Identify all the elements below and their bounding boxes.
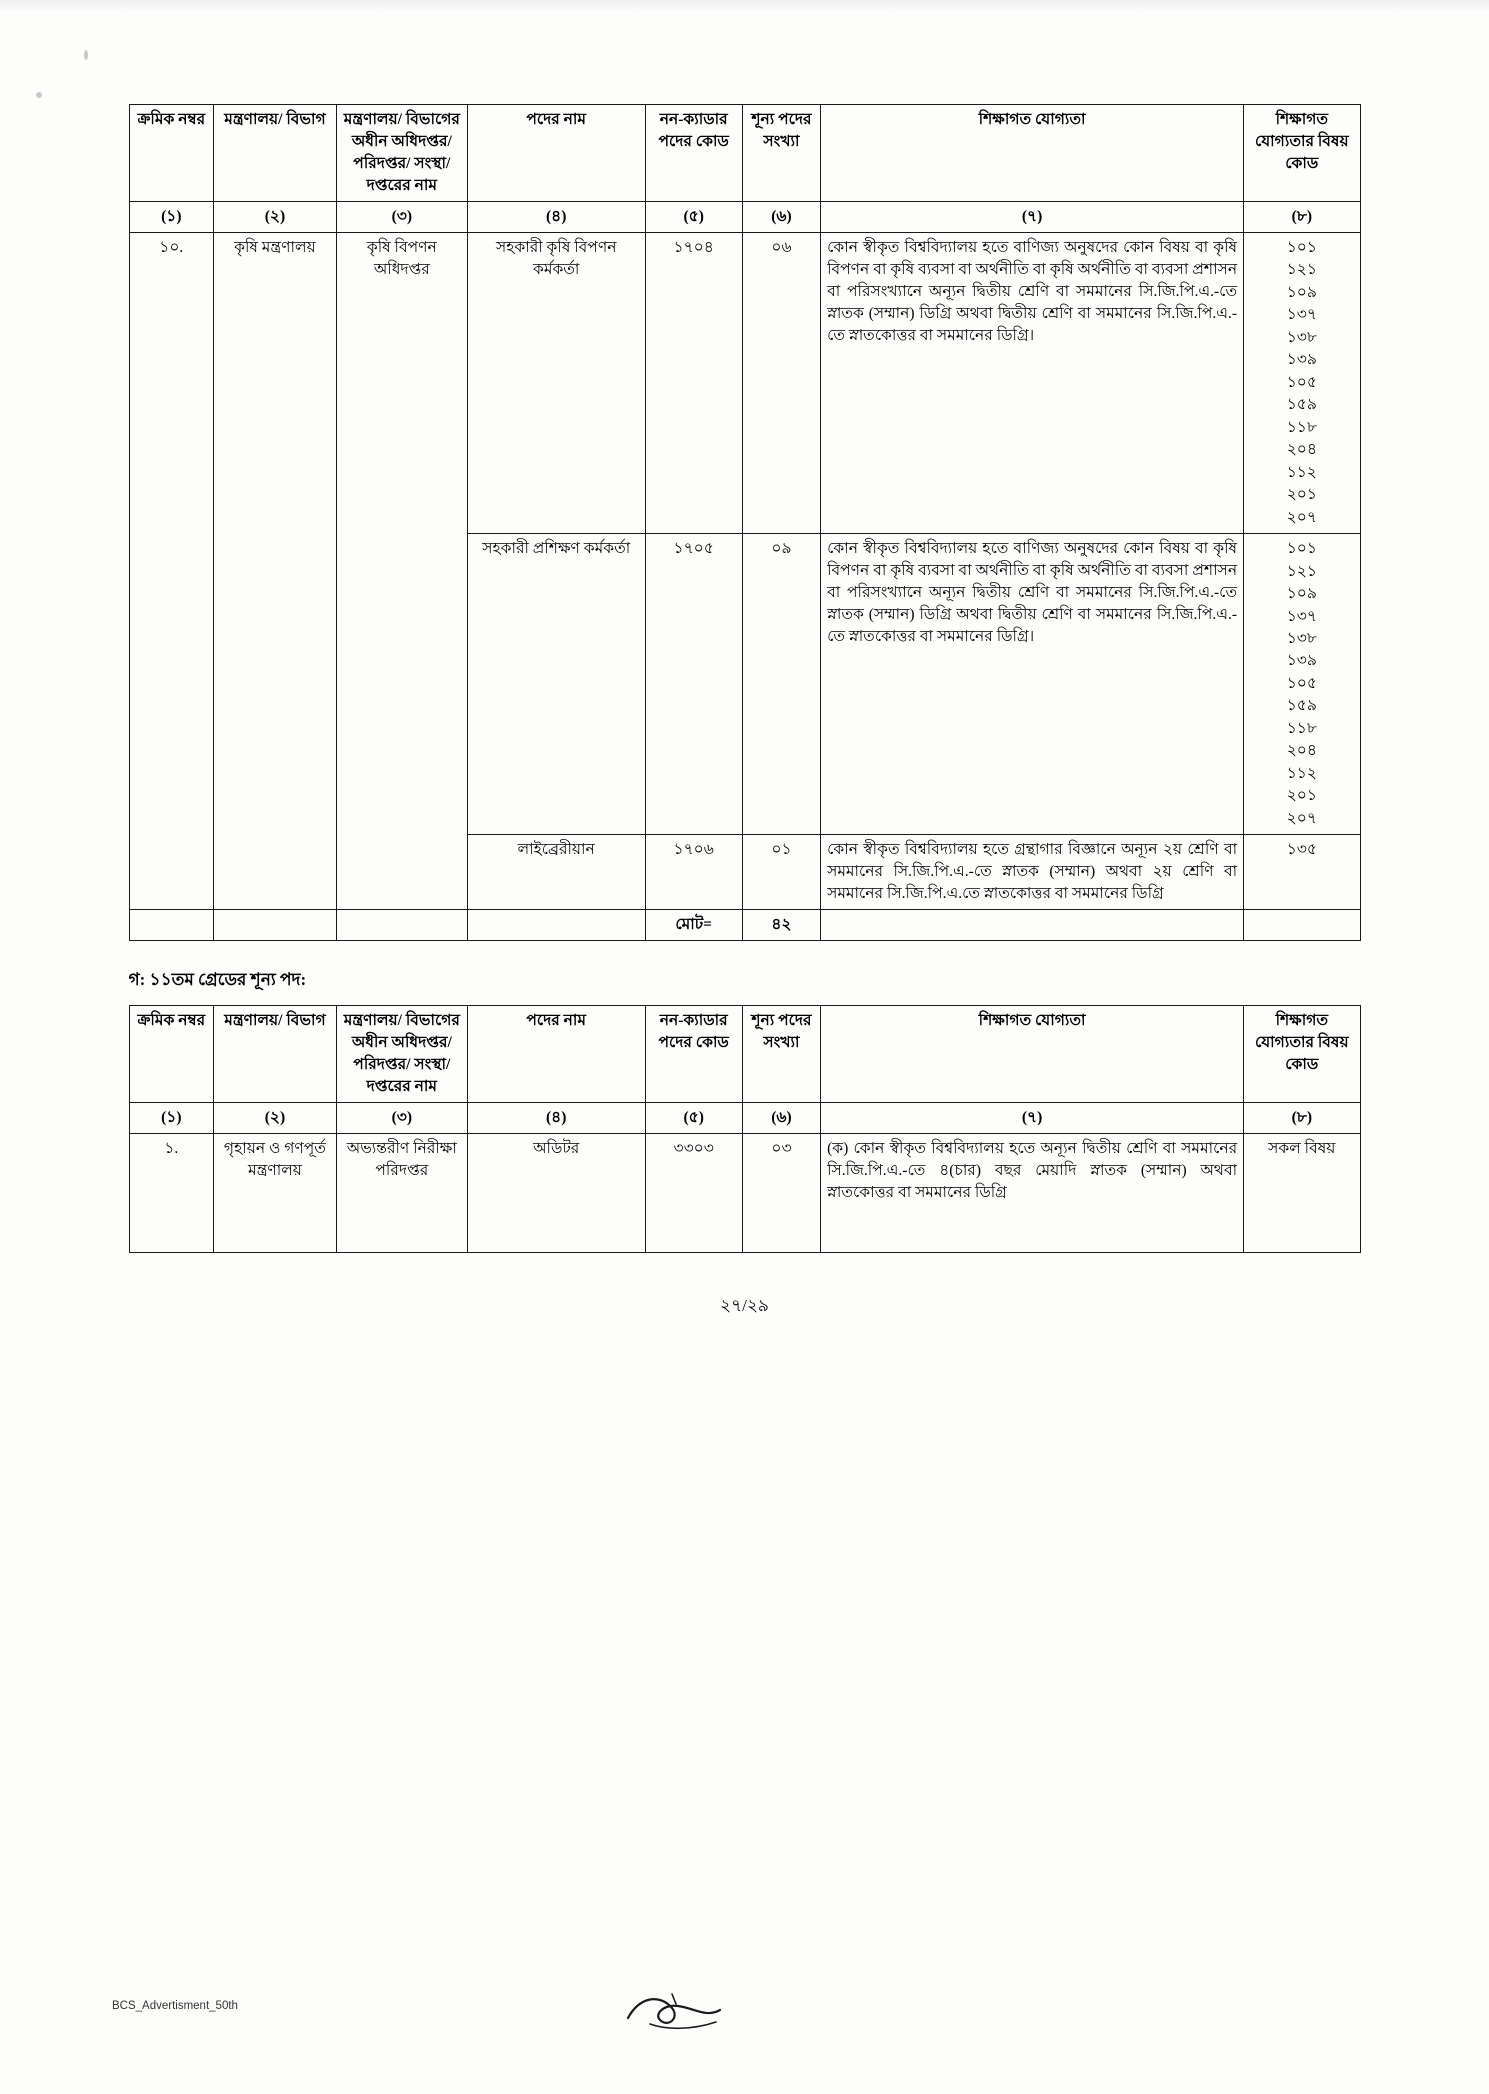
colnum-8: (৮) [1244,1103,1360,1134]
colnum-2: (২) [214,202,337,233]
subject-code: ১০১ [1286,540,1317,558]
cell-post-code: ১৭০৫ [645,534,742,835]
subject-code: ১৩৯ [1286,652,1317,670]
table-row [129,233,1360,534]
scan-speck [36,92,42,98]
table1-total-row [129,910,1360,941]
table2-column-number-row [129,1103,1360,1134]
subject-code: ১০৫ [1286,674,1317,692]
cell-vacancies: ০১ [742,835,820,910]
cell-post-name: সহকারী কৃষি বিপণন কর্মকর্তা [467,233,645,534]
total-blank-3 [336,910,467,941]
cell-ministry: গৃহায়ন ও গণপূর্ত মন্ত্রণালয় [214,1134,337,1253]
subject-code: ১০১ [1286,239,1317,256]
header-qualification: শিক্ষাগত যোগ্যতা [821,1006,1244,1103]
table1-column-number-row [129,202,1360,233]
cell-post-name: সহকারী প্রশিক্ষণ কর্মকর্তা [467,534,645,835]
colnum-1: (১) [129,1103,214,1134]
subject-code: ১০৯ [1286,585,1317,603]
colnum-5: (৫) [645,202,742,233]
header-subject-code: শিক্ষাগত যোগ্যতার বিষয় কোড [1244,1006,1360,1103]
subject-code: ১১৮ [1286,418,1317,436]
subject-code: ১৩৮ [1286,328,1317,346]
colnum-4: (৪) [467,1103,645,1134]
subject-code: ১০৫ [1286,373,1317,391]
subject-code: ১৫৯ [1286,697,1317,715]
subject-code: ১১৮ [1286,719,1317,737]
subject-code: ১১২ [1286,764,1317,782]
subject-code: ১১২ [1286,463,1317,481]
total-value: ৪২ [742,910,820,941]
colnum-5: (৫) [645,1103,742,1134]
colnum-6: (৬) [742,1103,820,1134]
subject-code: ১৩৭ [1286,607,1317,625]
subject-code: ২০৪ [1286,441,1317,459]
header-department: মন্ত্রণালয়/ বিভাগের অধীন অধিদপ্তর/ পরিদপ্তর/ সংস্থা/ দপ্তরের নাম [336,105,467,202]
header-ministry: মন্ত্রণালয়/ বিভাগ [214,1006,337,1103]
colnum-8: (৮) [1244,202,1360,233]
cell-post-name: অডিটর [467,1134,645,1253]
cell-vacancies: ০৯ [742,534,820,835]
header-post-name: পদের নাম [467,105,645,202]
header-qualification: শিক্ষাগত যোগ্যতা [821,105,1244,202]
cell-serial: ১০. [129,233,214,910]
subject-code: ১২১ [1286,562,1317,580]
subject-code: ২০৭ [1286,508,1317,526]
header-serial: ক্রমিক নম্বর [129,1006,214,1103]
header-post-code: নন-ক্যাডার পদের কোড [645,105,742,202]
cell-qualification: কোন স্বীকৃত বিশ্ববিদ্যালয় হতে বাণিজ্য অনুষদের কোন বিষয় বা কৃষি বিপণন বা কৃষি ব্যবসা বা অর্থনীতি বা কৃষি অর্থনীতি বা ব্যবসা প্রশাসন বা পরিসংখ্যানে অন্যূন দ্বিতীয় শ্রেণি বা সমমানের সি.জি.পি.এ.-তে স্নাতক (সম্মান) ডিগ্রি অথবা দ্বিতীয় শ্রেণি বা সমমানের সি.জি.পি.এ.-তে স্নাতকোত্তর বা সমমানের ডিগ্রি। [821,534,1244,835]
header-ministry: মন্ত্রণালয়/ বিভাগ [214,105,337,202]
total-blank-8 [1244,910,1360,941]
cell-post-code: ১৭০৪ [645,233,742,534]
colnum-6: (৬) [742,202,820,233]
cell-subject-codes [1244,835,1360,910]
colnum-2: (২) [214,1103,337,1134]
cell-ministry: কৃষি মন্ত্রণালয় [214,233,337,910]
cell-post-code: ১৭০৬ [645,835,742,910]
colnum-1: (১) [129,202,214,233]
cell-subject-codes: সকল বিষয় [1244,1134,1360,1253]
cell-post-name: লাইব্রেরীয়ান [467,835,645,910]
subject-code: ১৩৮ [1286,629,1317,647]
subject-code: ২০১ [1286,787,1317,805]
total-blank-2 [214,910,337,941]
subject-code: ২০১ [1286,486,1317,504]
total-blank-7 [821,910,1244,941]
table2-header-row [129,1006,1360,1103]
header-post-name: পদের নাম [467,1006,645,1103]
subject-code: ১৩৭ [1286,306,1317,324]
cell-qualification: কোন স্বীকৃত বিশ্ববিদ্যালয় হতে গ্রন্থাগার বিজ্ঞানে অন্যূন ২য় শ্রেণি বা সমমানের সি.জি.পি.এ.-তে স্নাতক (সম্মান) অথবা ২য় শ্রেণি বা সমমানের সি.জি.পি.এ.তে স্নাতকোত্তর বা সমমানের ডিগ্রি [821,835,1244,910]
cell-subject-codes [1244,534,1360,835]
signature-mark [620,1988,740,2034]
total-blank-1 [129,910,214,941]
vacancy-table-grade-10 [129,104,1361,941]
header-department: মন্ত্রণালয়/ বিভাগের অধীন অধিদপ্তর/ পরিদপ্তর/ সংস্থা/ দপ্তরের নাম [336,1006,467,1103]
cell-department: অভ্যন্তরীণ নিরীক্ষা পরিদপ্তর [336,1134,467,1253]
subject-code: ২০৭ [1286,809,1317,827]
subject-code: ১৩৫ [1286,841,1317,859]
subject-code: ১৫৯ [1286,396,1317,414]
colnum-7: (৭) [821,1103,1244,1134]
scan-speck [84,50,88,60]
subject-code: ১৩৯ [1286,351,1317,369]
vacancy-table-grade-11 [129,1005,1361,1253]
header-vacancies: শূন্য পদের সংখ্যা [742,105,820,202]
colnum-3: (৩) [336,202,467,233]
cell-qualification: (ক) কোন স্বীকৃত বিশ্ববিদ্যালয় হতে অন্যূন দ্বিতীয় শ্রেণি বা সমমানের সি.জি.পি.এ.-তে ৪(চার) বছর মেয়াদি স্নাতক (সম্মান) অথবা স্নাতকোত্তর বা সমমানের ডিগ্রি [821,1134,1244,1253]
header-serial: ক্রমিক নম্বর [129,105,214,202]
document-id: BCS_Advertisment_50th [112,2000,238,2012]
colnum-7: (৭) [821,202,1244,233]
total-blank-4 [467,910,645,941]
cell-vacancies: ০৬ [742,233,820,534]
subject-code: ১২১ [1286,261,1317,279]
subject-code: ১০৯ [1286,283,1317,301]
section-heading: গ: ১১তম গ্রেডের শূন্য পদ: [128,970,307,990]
header-subject-code: শিক্ষাগত যোগ্যতার বিষয় কোড [1244,105,1360,202]
cell-post-code: ৩৩০৩ [645,1134,742,1253]
header-vacancies: শূন্য পদের সংখ্যা [742,1006,820,1103]
colnum-3: (৩) [336,1103,467,1134]
cell-serial: ১. [129,1134,214,1253]
table-row [129,1134,1360,1253]
table1-header-row [129,105,1360,202]
cell-department: কৃষি বিপণন অধিদপ্তর [336,233,467,910]
page-number: ২৭/২৯ [720,1296,769,1316]
colnum-4: (৪) [467,202,645,233]
scan-edge [0,0,1489,14]
header-post-code: নন-ক্যাডার পদের কোড [645,1006,742,1103]
subject-code: ২০৪ [1286,742,1317,760]
total-label: মোট= [645,910,742,941]
cell-qualification: কোন স্বীকৃত বিশ্ববিদ্যালয় হতে বাণিজ্য অনুষদের কোন বিষয় বা কৃষি বিপণন বা কৃষি ব্যবসা বা অর্থনীতি বা কৃষি অর্থনীতি বা ব্যবসা প্রশাসন বা পরিসংখ্যানে অন্যূন দ্বিতীয় শ্রেণি বা সমমানের সি.জি.পি.এ.-তে স্নাতক (সম্মান) ডিগ্রি অথবা দ্বিতীয় শ্রেণি বা সমমানের সি.জি.পি.এ.-তে স্নাতকোত্তর বা সমমানের ডিগ্রি। [821,233,1244,534]
cell-subject-codes [1244,233,1360,534]
cell-vacancies: ০৩ [742,1134,820,1253]
